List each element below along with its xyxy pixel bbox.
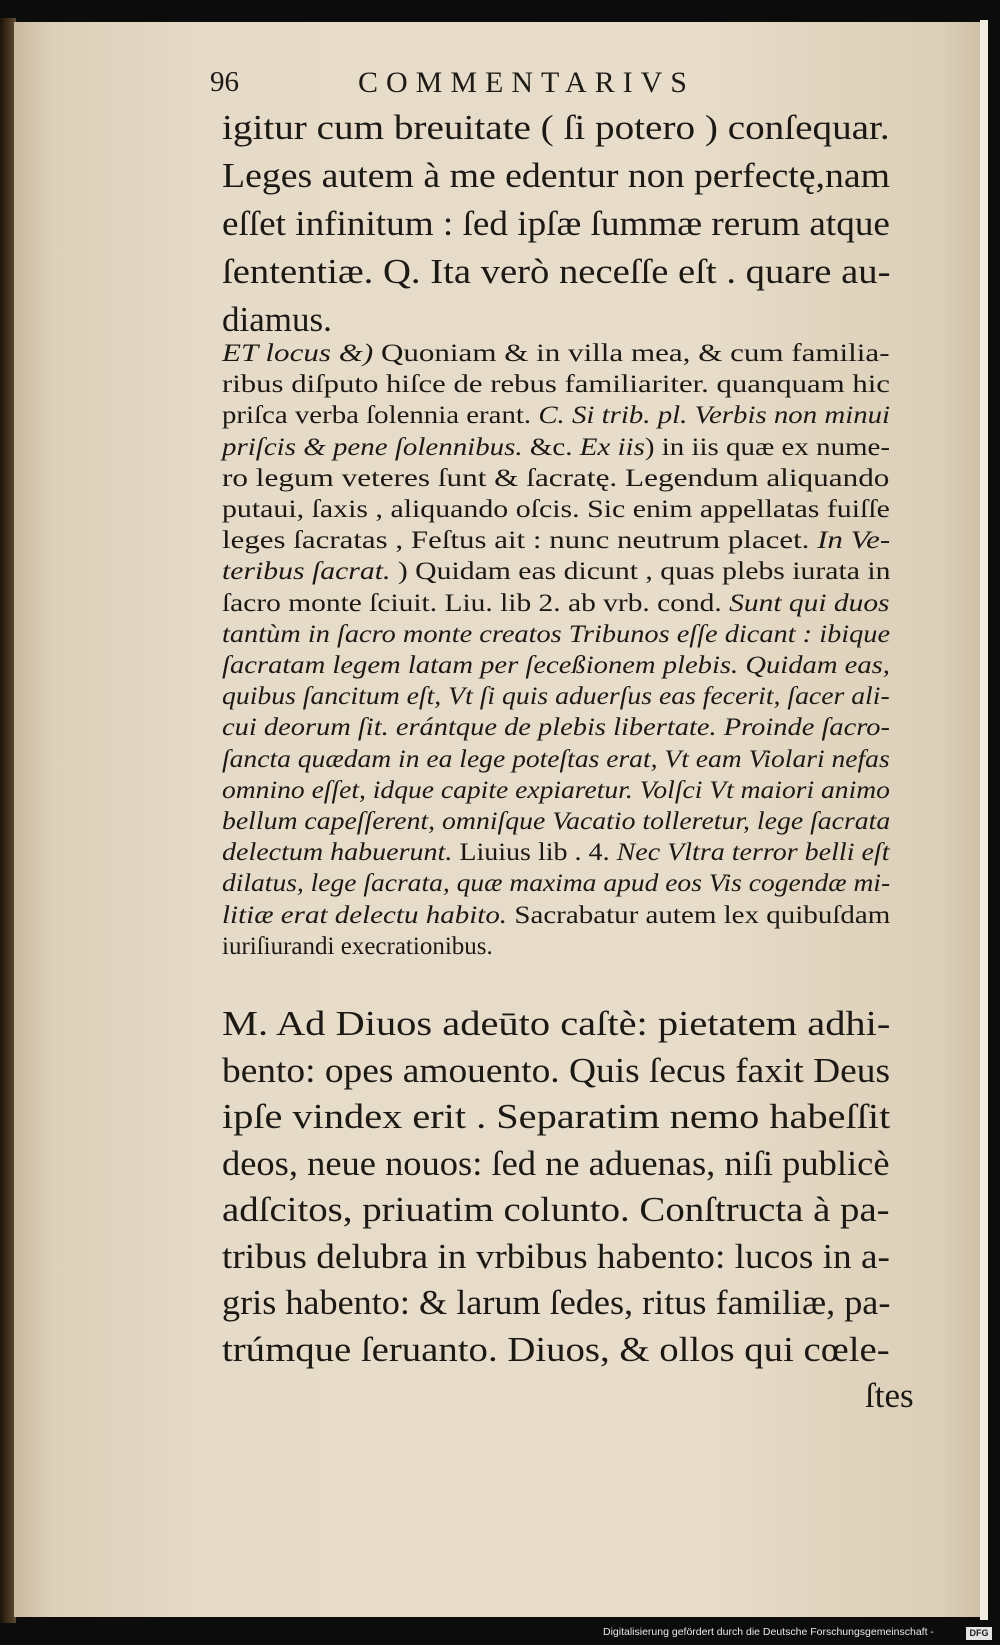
commentary-line (222, 465, 889, 493)
text-line: ſententiæ. Q. Ita verò neceſſe eſt . quare au- (222, 252, 891, 291)
text-run: ſacro monte ſciuit. Liu. lib 2. ab vrb. cond. (222, 589, 730, 617)
text-run: Sacrabatur autem lex quibuſdam (507, 901, 891, 929)
text-line: trúmque ſeruanto. Diuos, & ollos qui cœle- (222, 1329, 890, 1369)
digitization-credit: Digitalisierung gefördert durch die Deutsche Forschungsgemeinschaft - (603, 1626, 934, 1638)
page-edge-right (980, 20, 988, 1620)
text-line: ſtes (865, 1376, 914, 1415)
commentary-line (222, 746, 890, 774)
text-run: dilatus, lege ſacrata, quæ maxima apud eos Vis cogendæ mi- (222, 870, 891, 898)
commentary-line (222, 839, 889, 867)
text-line: deos, neue nouos: ſed ne aduenas, niſi publicè (222, 1143, 890, 1183)
commentary-line (222, 933, 493, 961)
text-run: In Ve- (817, 527, 891, 555)
text-run: delectum habuerunt. (222, 839, 453, 867)
commentary-line (222, 527, 890, 555)
text-run: ribus diſputo hiſce de rebus familiariter. quanquam hic (222, 371, 890, 399)
page-number: 96 (210, 66, 239, 98)
text-run: quibus ſancitum eſt, Vt ſi quis aduerſus eas fecerit, ſacer ali- (222, 683, 890, 711)
text-run: teribus ſacrat. (222, 558, 391, 586)
text-run: &c. (522, 433, 580, 461)
text-run: cui deorum ſit. erántque de plebis libertate. Proinde ſacro- (222, 714, 890, 742)
dfg-logo: DFG (966, 1627, 992, 1640)
text-line: adſcitos, priuatim colunto. Conſtructa à pa- (222, 1190, 890, 1229)
text-line: tribus delubra in vrbibus habento: lucos in a- (222, 1236, 890, 1276)
text-run: ) in iis quæ ex nume- (644, 433, 891, 461)
text-run: Ex iis (579, 433, 645, 461)
commentary-line (222, 371, 890, 399)
commentary-line (222, 434, 890, 462)
text-run: priſcis & pene ſolennibus. (222, 433, 523, 461)
text-run: litiæ erat delectu habito. (222, 901, 508, 929)
text-line: gris habento: & larum ſedes, ritus familiæ, pa- (222, 1283, 891, 1322)
text-line: eſſet infinitum : ſed ipſæ ſummæ rerum atque (222, 204, 890, 243)
commentary-line (222, 870, 890, 898)
text-line: Leges autem à me edentur non perfectę,nam (222, 156, 891, 195)
text-run: omnino eſſet, idque capite expiaretur. Volſci Vt maiori animo (222, 776, 890, 804)
text-run: Nec Vltra terror belli eſt (616, 839, 890, 867)
commentary-line (222, 402, 890, 430)
running-title: COMMENTARIVS (358, 66, 695, 99)
text-run: bellum capeſſerent, omniſque Vacatio tolleretur, lege ſacrata (222, 808, 891, 835)
text-line: igitur cum breuitate ( ſi potero ) conſequar. (222, 108, 890, 147)
text-run: ro legum veteres ſunt & ſacratę. Legendum aliquando (222, 464, 890, 492)
text-run: Quoniam & in villa mea, & cum familia- (373, 340, 890, 367)
text-run: Sunt qui duos (729, 589, 890, 617)
commentary-line (222, 777, 890, 805)
text-run: C. Si trib. pl. Verbis non minui (538, 402, 891, 430)
text-line: ipſe vindex erit . Separatim nemo habeſſit (222, 1097, 891, 1136)
commentary-line (222, 902, 890, 930)
commentary-line (222, 621, 890, 649)
text-run: ſacratam legem latam per ſeceßionem plebis. Quidam eas, (222, 652, 890, 679)
text-run: putaui, ſaxis , aliquando oſcis. Sic enim appellatas fuiſſe (222, 496, 890, 523)
commentary-line (222, 340, 890, 368)
text-run: Liuius lib . 4. (452, 839, 617, 867)
text-run: ET locus &) (222, 340, 374, 367)
text-run: ) Quidam eas dicunt , quas plebs iurata in (390, 558, 891, 586)
text-run: tantùm in ſacro monte creatos Tribunos eſſe dicant : ibique (222, 620, 891, 648)
text-line: M. Ad Diuos adeūto caſtè: pietatem adhi- (222, 1004, 891, 1043)
running-header (210, 66, 810, 106)
text-line: bento: opes amouento. Quis ſecus faxit Deus (222, 1050, 891, 1090)
commentary-line (222, 496, 890, 524)
commentary-line (222, 558, 890, 586)
commentary-line (222, 683, 890, 711)
text-run: leges ſacratas , Feſtus ait : nunc neutrum placet. (222, 527, 818, 555)
text-run: priſca verba ſolennia erant. (222, 402, 539, 430)
text-line: diamus. (222, 300, 332, 339)
commentary-line (222, 590, 890, 618)
commentary-line (222, 714, 890, 742)
commentary-line (222, 652, 890, 680)
text-run: iuriſiurandi execrationibus. (222, 932, 493, 960)
text-run: ſancta quædam in ea lege poteſtas erat, Vt eam Violari nefas (222, 745, 890, 773)
commentary-line (222, 808, 890, 836)
